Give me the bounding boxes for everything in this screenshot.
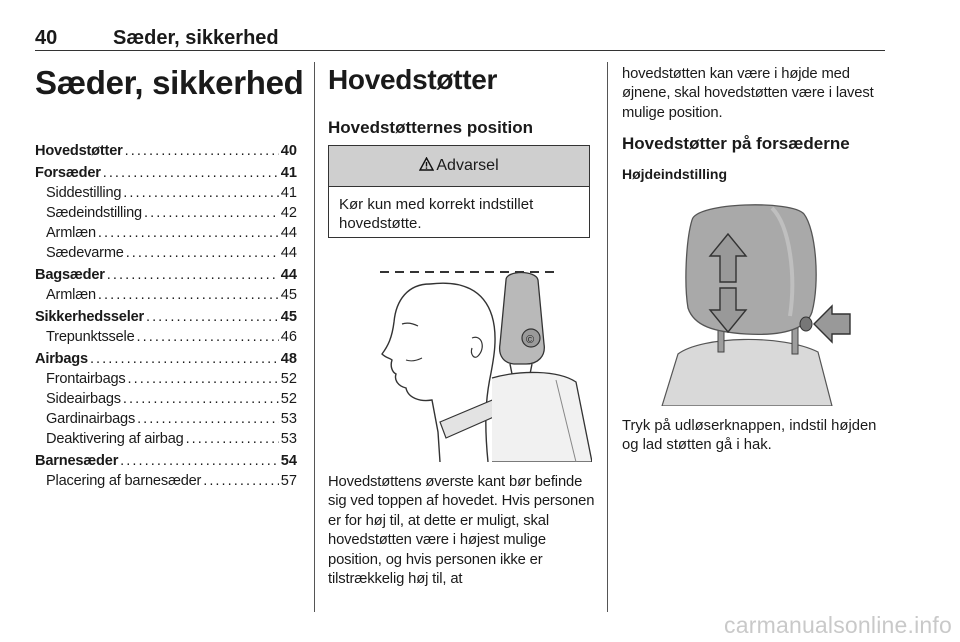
toc-entry-page: 46 [280,329,297,345]
subsection-title: Hovedstøtter på forsæderne [622,134,850,153]
toc-entry-label: Siddestilling [46,185,122,201]
section-title: Hovedstøtter [328,64,498,95]
warning-box [328,145,590,238]
toc-leader-dots [137,409,279,429]
toc-entry[interactable] [35,409,297,429]
toc-entry[interactable] [35,327,297,347]
toc-entry-page: 53 [280,431,297,447]
toc-entry-page: 52 [280,391,297,407]
chapter-title: Sæder, sikkerhed [35,64,304,101]
warning-header [329,146,589,187]
table-of-contents [35,141,297,491]
toc-leader-dots [144,203,279,223]
toc-leader-dots [90,349,279,369]
header-rule [35,50,885,51]
toc-entry-page: 57 [280,473,297,489]
svg-text:©: © [526,334,535,346]
column-divider-left [314,62,315,612]
toc-entry-label: Placering af barnesæder [46,473,202,489]
toc-entry-page: 41 [280,185,297,201]
toc-entry-page: 41 [280,165,297,181]
body-paragraph-continued: hovedstøtten kan være i højde med øjnene, skal hovedstøtten være i lavest mulige position. [622,66,874,121]
toc-leader-dots [123,183,278,203]
toc-entry[interactable] [35,243,297,263]
toc-entry-page: 40 [280,143,297,159]
watermark: carmanualsonline.info [724,612,952,638]
warning-text: Kør kun med korrekt indstillet hovedstøtte. [339,196,534,232]
toc-entry[interactable] [35,183,297,203]
section-subtitle: Hovedstøtternes position [328,118,533,137]
toc-leader-dots [186,429,279,449]
toc-entry-label: Armlæn [46,225,96,241]
toc-leader-dots [107,265,279,285]
toc-entry[interactable] [35,389,297,409]
toc-entry-label: Airbags [35,351,88,367]
toc-entry-page: 44 [280,267,297,283]
toc-entry-label: Trepunktssele [46,329,135,345]
toc-leader-dots [203,471,279,491]
toc-leader-dots [128,369,279,389]
toc-entry[interactable] [35,369,297,389]
toc-entry-label: Hovedstøtter [35,143,123,159]
toc-entry-label: Sikkerhedsseler [35,309,144,325]
toc-entry[interactable] [35,203,297,223]
toc-leader-dots [125,141,279,161]
toc-entry[interactable] [35,285,297,305]
toc-entry-page: 54 [280,453,297,469]
toc-entry[interactable] [35,265,297,285]
toc-entry-page: 44 [280,225,297,241]
toc-entry[interactable] [35,451,297,471]
toc-leader-dots [146,307,279,327]
toc-entry-page: 42 [280,205,297,221]
toc-entry-label: Barnesæder [35,453,119,469]
toc-entry[interactable] [35,223,297,243]
toc-entry[interactable] [35,163,297,183]
toc-entry-page: 52 [280,371,297,387]
toc-entry-page: 48 [280,351,297,367]
toc-entry-label: Frontairbags [46,371,126,387]
running-header: Sæder, sikkerhed [113,27,279,49]
toc-entry-page: 53 [280,411,297,427]
page-number: 40 [35,27,58,49]
toc-entry-label: Sideairbags [46,391,121,407]
toc-entry-label: Forsæder [35,165,101,181]
toc-entry[interactable] [35,307,297,327]
toc-entry-page: 45 [280,287,297,303]
toc-leader-dots [120,451,279,471]
subsection-subtitle: Højdeindstilling [622,166,727,182]
toc-entry-label: Gardinairbags [46,411,136,427]
height-adjustment-illustration [622,196,886,411]
column-divider-right [607,62,608,612]
toc-entry-label: Deaktivering af airbag [46,431,184,447]
body-paragraph: Hovedstøttens øverste kant bør befinde sig ved toppen af hovedet. Hvis personen er for høj til, at dette er muligt, skal hovedstøtten være i højest mulige position, og hvis personen ikke er tilstrækkelig høj til, at [328,474,595,588]
warning-triangle-icon [419,157,434,176]
toc-leader-dots [98,223,279,243]
toc-leader-dots [137,327,279,347]
toc-entry-page: 44 [280,245,297,261]
toc-entry-label: Bagsæder [35,267,105,283]
toc-entry[interactable] [35,429,297,449]
head-restraint-position-illustration [380,262,592,467]
toc-entry-label: Sædevarme [46,245,124,261]
toc-entry-label: Armlæn [46,287,96,303]
warning-heading: Advarsel [436,157,499,174]
toc-leader-dots [98,285,279,305]
toc-leader-dots [103,163,279,183]
toc-entry[interactable] [35,141,297,161]
toc-entry[interactable] [35,349,297,369]
toc-leader-dots [126,243,279,263]
toc-entry-page: 45 [280,309,297,325]
instruction-paragraph: Tryk på udløserknappen, indstil højden og lad støtten gå i hak. [622,418,877,454]
toc-leader-dots [123,389,279,409]
toc-entry-label: Sædeindstilling [46,205,142,221]
toc-entry[interactable] [35,471,297,491]
